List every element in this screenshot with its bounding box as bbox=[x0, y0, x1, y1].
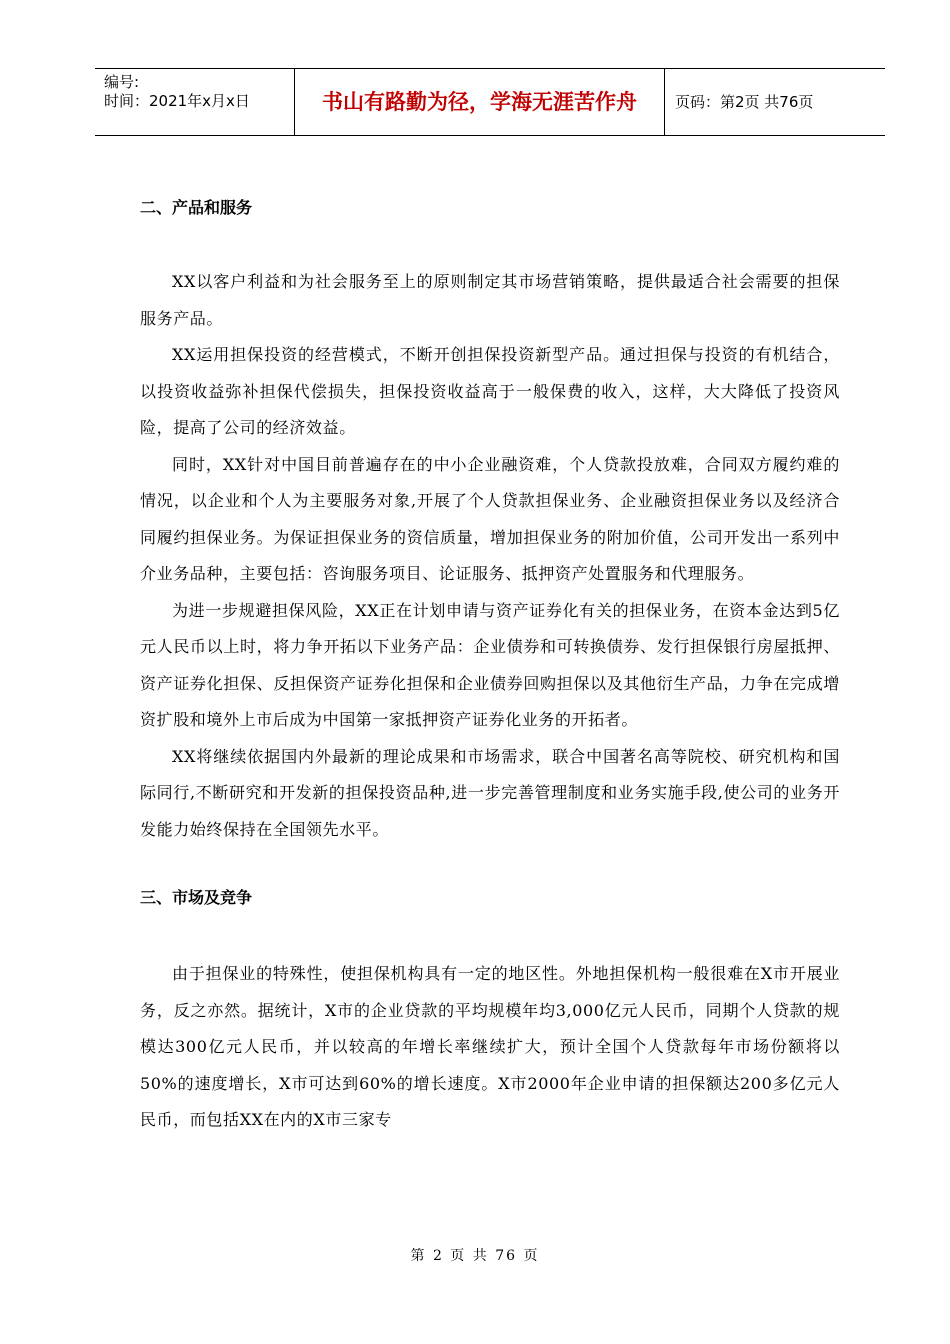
page-footer: 第 2 页 共 76 页 bbox=[410, 1248, 540, 1264]
header-meta-cell bbox=[95, 69, 295, 135]
paragraph: 同时，XX针对中国目前普遍存在的中小企业融资难，个人贷款投放难，合同双方履约难的情况，以企业和个人为主要服务对象,开展了个人贷款担保业务、企业融资担保业务以及经济合同履约担保业务。为保证担保业务的资信质量，增加担保业务的附加价值，公司开发出一系列中介业务品种，主要包括：咨询服务项目、论证服务、抵押资产处置服务和代理服务。 bbox=[140, 454, 840, 583]
paragraph: XX将继续依据国内外最新的理论成果和市场需求，联合中国著名高等院校、研究机构和国际同行,不断研究和开发新的担保投资品种,进一步完善管理制度和业务实施手段,使公司的业务开发能力始终保持在全国领先水平。 bbox=[140, 746, 840, 839]
section-heading-market: 三、市场及竞争 bbox=[140, 888, 253, 907]
header-page-info: 页码：第2页 共76页 bbox=[675, 93, 814, 111]
paragraph: 为进一步规避担保风险，XX正在计划申请与资产证券化有关的担保业务，在资本金达到5亿元人民币以上时，将力争开拓以下业务产品：企业债券和可转换债券、发行担保银行房屋抵押、资产证券化担保、反担保资产证券化担保和企业债券回购担保以及其他衍生产品，力争在完成增资扩股和境外上市后成为中国第一家抵押资产证券化业务的开拓者。 bbox=[140, 600, 840, 729]
number-label: 编号: bbox=[104, 73, 140, 91]
paragraph: XX以客户利益和为社会服务至上的原则制定其市场营销策略，提供最适合社会需要的担保服务产品。 bbox=[140, 272, 840, 328]
document-header bbox=[95, 68, 885, 136]
paragraph: XX运用担保投资的经营模式，不断开创担保投资新型产品。通过担保与投资的有机结合，以投资收益弥补担保代偿损失，担保投资收益高于一般保费的收入，这样，大大降低了投资风险，提高了公司的经济效益。 bbox=[140, 345, 840, 437]
header-motto: 书山有路勤为径，学海无涯苦作舟 bbox=[295, 69, 665, 135]
time-label: 时间：2021年x月x日 bbox=[104, 92, 250, 110]
paragraph: 由于担保业的特殊性，使担保机构具有一定的地区性。外地担保机构一般很难在X市开展业务，反之亦然。据统计，X市的企业贷款的平均规模年均3,000亿元人民币，同期个人贷款的规模达300亿元人民币，并以较高的年增长率继续扩大，预计全国个人贷款每年市场份额将以50%的速度增长，X市可达到60%的增长速度。X市2000年企业申请的担保额达200多亿元人民币，而包括XX在内的X市三家专 bbox=[140, 964, 840, 1129]
document-body bbox=[140, 180, 840, 1139]
section-heading-products: 二、产品和服务 bbox=[140, 198, 253, 217]
